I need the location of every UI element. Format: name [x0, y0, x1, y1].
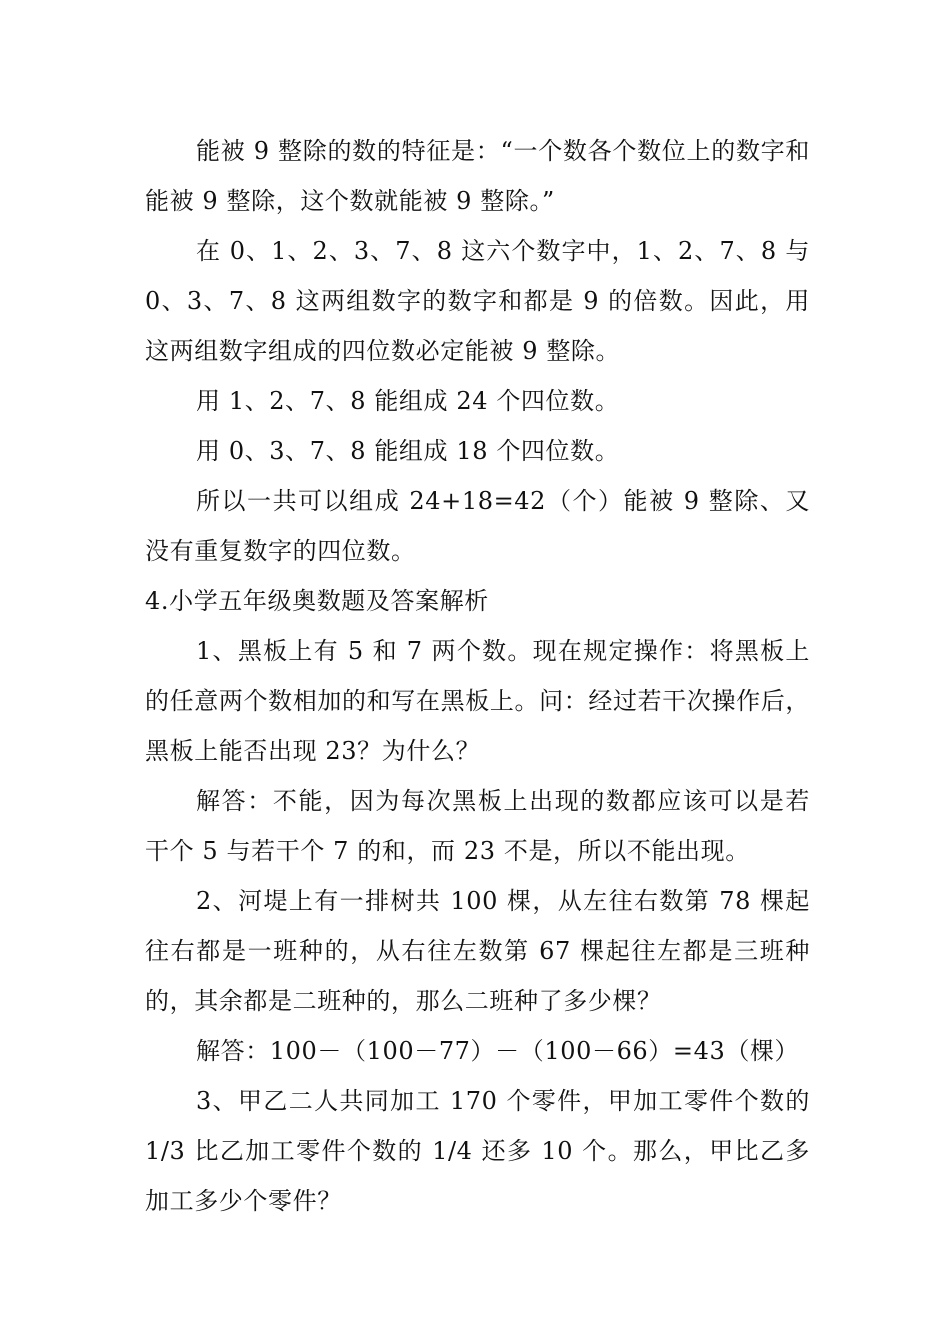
- paragraph-digit-groups: 在 0、1、2、3、7、8 这六个数字中，1、2、7、8 与 0、3、7、8 这两组数字的数字和都是 9 的倍数。因此，用这两组数字组成的四位数必定能被 9 整除。: [145, 237, 810, 365]
- section-heading: 4.小学五年级奥数题及答案解析: [145, 587, 489, 615]
- paragraph-total-count: 所以一共可以组成 24+18=42（个）能被 9 整除、又没有重复数字的四位数。: [145, 487, 810, 565]
- paragraph-divisible-by-9-rule: 能被 9 整除的数的特征是：“一个数各个数位上的数字和能被 9 整除，这个数就能被 9 整除。”: [145, 137, 810, 215]
- paragraph-group-one-count: 用 1、2、7、8 能组成 24 个四位数。: [196, 387, 620, 415]
- document-body: [145, 126, 810, 1226]
- paragraph-group-two-count: 用 0、3、7、8 能组成 18 个四位数。: [196, 437, 620, 465]
- answer-1: 解答：不能，因为每次黑板上出现的数都应该可以是若干个 5 与若干个 7 的和，而 23 不是，所以不能出现。: [145, 787, 810, 865]
- question-1: 1、黑板上有 5 和 7 两个数。现在规定操作：将黑板上的任意两个数相加的和写在黑板上。问：经过若干次操作后，黑板上能否出现 23？为什么？: [145, 637, 810, 765]
- question-3: 3、甲乙二人共同加工 170 个零件，甲加工零件个数的 1/3 比乙加工零件个数的 1/4 还多 10 个。那么，甲比乙多加工多少个零件？: [145, 1087, 810, 1215]
- answer-2: 解答：100－（100－77）－（100－66）=43（棵）: [196, 1037, 800, 1065]
- question-2: 2、河堤上有一排树共 100 棵，从左往右数第 78 棵起往右都是一班种的，从右往左数第 67 棵起往左都是三班种的，其余都是二班种的，那么二班种了多少棵？: [145, 887, 810, 1015]
